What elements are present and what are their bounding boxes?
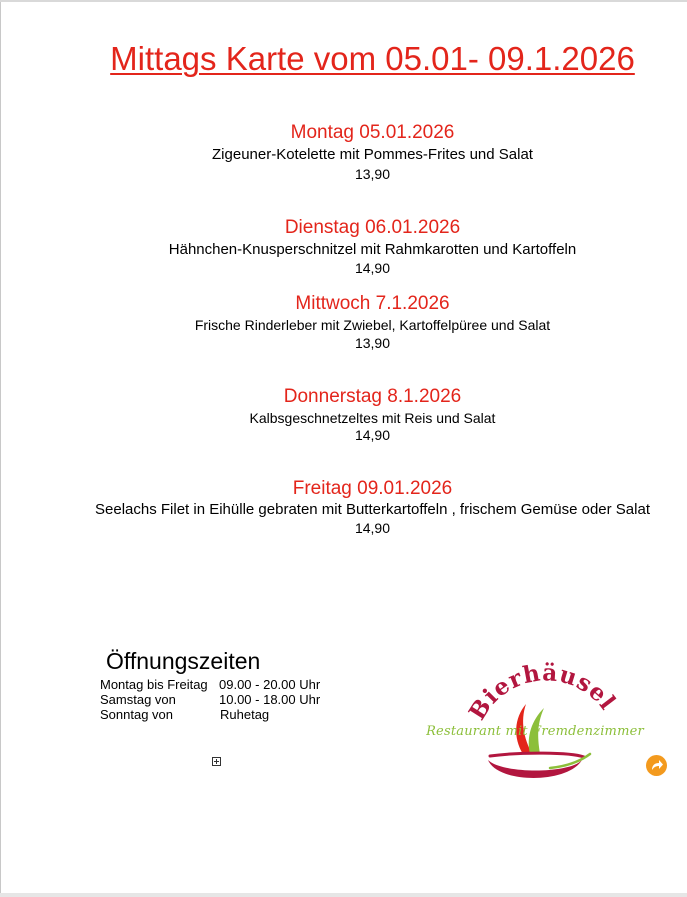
share-arrow-icon [646,755,667,776]
opening-hours-label: Samstag von [100,692,176,707]
logo-bowl [488,760,582,778]
logo-bowl-rim [490,753,584,757]
logo-subtitle: Restaurant mit Fremdenzimmer [426,724,644,739]
opening-hours-heading: Öffnungszeiten [106,648,261,674]
menu-price-monday: 13,90 [354,166,391,182]
opening-hours-row [100,677,321,692]
opening-hours-time: 10.00 - 18.00 Uhr [219,692,321,707]
page-title: Mittags Karte vom 05.01- 09.1.2026 [110,40,635,77]
menu-dish-wednesday: Frische Rinderleber mit Zwiebel, Kartoffelpüree und Salat [194,317,551,333]
menu-price-wednesday: 13,90 [354,335,391,351]
menu-day-monday: Montag 05.01.2026 [290,122,455,143]
menu-day-friday: Freitag 09.01.2026 [292,478,453,499]
menu-day-tuesday: Dienstag 06.01.2026 [284,217,461,238]
logo-name: Bierhäusel [463,662,622,725]
share-icon[interactable] [646,755,667,776]
opening-hours-label: Sonntag von [100,707,174,722]
opening-hours-row [100,692,321,707]
menu-day-wednesday: Mittwoch 7.1.2026 [295,293,450,314]
svg-text:Bierhäusel [464,662,622,725]
opening-hours-label: Montag bis Freitag [100,677,208,692]
menu-price-tuesday: 14,90 [354,260,391,276]
menu-dish-tuesday: Hähnchen-Knusperschnitzel mit Rahmkarotten und Kartoffeln [168,241,577,258]
menu-dish-friday: Seelachs Filet in Eihülle gebraten mit Butterkartoffeln , frischem Gemüse oder Salat [95,501,650,518]
page-border-bottom [0,893,687,897]
menu-price-thursday: 14,90 [354,427,391,443]
expand-icon[interactable] [212,757,221,766]
page-border-top [0,0,687,2]
opening-hours-time: 09.00 - 20.00 Uhr [219,677,321,692]
menu-price-friday: 14,90 [354,520,391,536]
menu-dish-thursday: Kalbsgeschnetzeltes mit Reis und Salat [249,410,496,426]
opening-hours-row [100,707,270,722]
opening-hours-time: Ruhetag [220,707,270,722]
menu-day-thursday: Donnerstag 8.1.2026 [283,386,462,407]
menu-dish-monday: Zigeuner-Kotelette mit Pommes-Frites und Salat [212,146,533,163]
